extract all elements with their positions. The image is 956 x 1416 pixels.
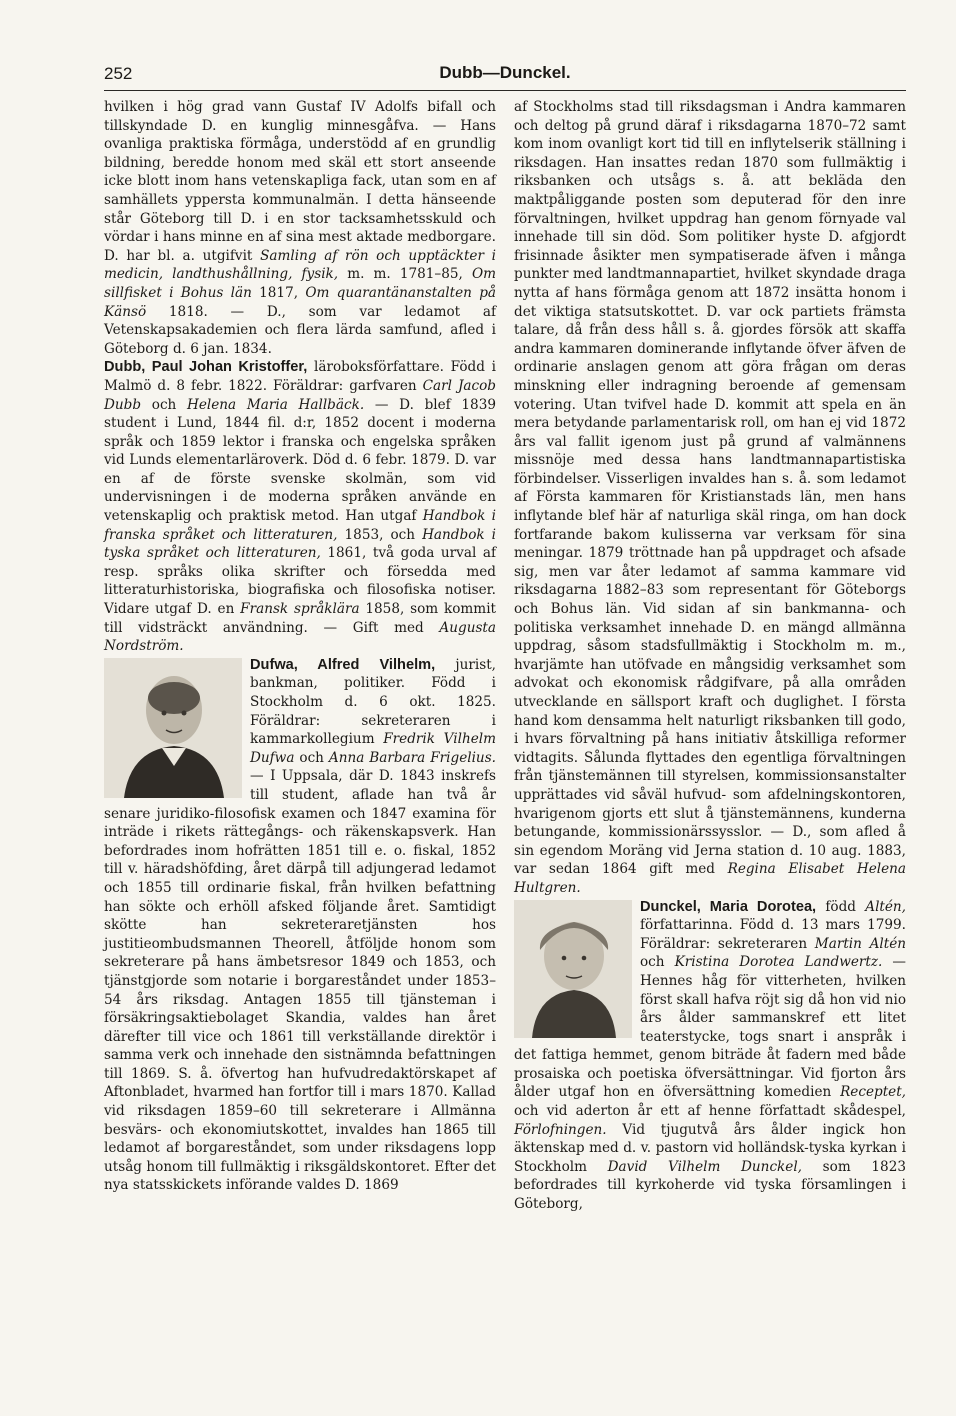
entry-heading: Dubb, Paul Johan Kristoffer, <box>104 359 308 376</box>
entry-dubb-paul: Dubb, Paul Johan Kristoffer, läroboksförfattare. Född i Malmö d. 8 febr. 1822. Föräldrar: garfvaren Carl Jacob Dubb och Helena Maria Hallbäck. — D. blef 1839 student i Lund, 1844 fil. d:r, 1852 docent i moderna språk och 1859 lektor i franska och engelska språken vid Lunds elementarläroverk. Död d. 6 febr. 1879. D. var en af de förste svenske skolmän, som vid undervisningen i de moderna språken använde en vetenskaplig och praktisk metod. Han utgaf Handbok i franska språket och litteraturen, 1853, och Handbok i tyska språket och litteraturen, 1861, två goda urval af resp. språks olika skrifter och försedda med litteraturhistoriska, biografiska och filosofiska notiser. Vidare utgaf D. en Fransk språklära 1858, som kommit till vidsträckt användning. — Gift med Augusta Nordström. <box>104 359 497 655</box>
paragraph-dubb-senior-end: hvilken i hög grad vann Gustaf IV Adolfs bifall och tillskyndade D. en kunglig minnesgåfva. — Hans ovanliga praktiska förmåga, understödd af en grundlig bildning, beredde honom med skäl ett stort anseende icke blott inom hans vetenskapliga fack, utan som en af samhällets yppersta kommunalmän. I detta hänseende står Göteborg till D. i en stor tacksamhetsskuld och vördar i hans minne en af sina mest aktade medborgare. D. har bl. a. utgifvit Samling af rön och upptäckter i medicin, landthushållning, fysik, m. m. 1781–85, Om sillfisket i Bohus län 1817, Om quarantänanstalten på Känsö 1818. — D., som var ledamot af Vetenskapsakademien och flera lärda samfund, afled i Göteborg d. 6 jan. 1834. <box>104 99 496 357</box>
running-head: Dubb—Dunckel. <box>439 63 571 82</box>
portrait-image <box>514 900 632 1038</box>
page-header <box>104 60 906 90</box>
portrait-dunckel <box>514 900 632 1038</box>
entry-heading: Dunckel, Maria Dorotea, <box>640 898 817 915</box>
portrait-dufwa <box>104 658 242 798</box>
header-rule <box>104 90 906 91</box>
entry-dunckel-maria: Dunckel, Maria Dorotea, född Altén, författarinna. Född d. 13 mars 1799. Föräldrar: sekreteraren Martin Altén och Kristina Dorotea Landwertz. — Hennes håg för vitterheten, hvilken först skall hafva röjt sig då hon vid nio års ålder sammanskref ett litet teaterstycke, togs snart i anspråk i det fattiga hemmet, genom biträde åt fadern med både prosaiska och poetiska öfversättningar. Vid fjorton års ålder utgaf hon en öfversättning komedien Receptet, och vid aderton år ett af henne författadt skådespel, Förlofningen. Vid tjugutvå års ålder ingick hon äktenskap med d. v. pastorn vid holländsk-tyska kyrkan i Stockholm David Vilhelm Dunckel, som 1823 befordrades till kyrkoherde vid tyska församlingen i Göteborg, <box>514 898 906 1213</box>
page-number: 252 <box>104 64 133 83</box>
right-column <box>514 98 906 1214</box>
entry-heading: Dufwa, Alfred Vilhelm, <box>250 656 436 673</box>
entry-dufwa-alfred: Dufwa, Alfred Vilhelm, jurist, bankman, politiker. Född i Stockholm d. 6 okt. 1825. Föräldrar: sekreteraren i kammarkollegium Fredrik Vilhelm Dufwa och Anna Barbara Frigelius. — I Uppsala, där D. 1843 inskrefs till student, aflade han två år senare juridiko-filosofisk examen och 1847 examina för inträde i rikets rättegångs- och räkenskapsverk. Han befordrades inom hofrätten 1851 till e. o. fiskal, 1852 till v. häradshöfding, året därpå till adjungerad ledamot och 1855 till ordinarie fiskal, från hvilken befattning han sökte och erhöll afsked följande året. Samtidigt skötte han sekreteraretjänsten hos justitieombudsmannen Theorell, åtföljde honom som sekreterare på hans ämbetsresor 1849 och 1853, och tjänstgjorde som notarie i borgareståndet under 1853–54 års riksdag. Antagen 1855 till tjänsteman i försäkringsaktiebolaget Skandia, valdes han året därefter till vice och 1861 till verkställande direktör i samma verk och innehade den sistnämnda befattningen till 1869. S. å. öfvertog han hufvudredaktörskapet af Aftonbladet, hvarmed han fortfor till i mars 1870. Kallad vid riksdagen 1859–60 till sekreterare i Allmänna besvärs- och ekonomiutskottet, invaldes han 1865 till ledamot af borgareståndet, som under riksdagens lopp utsåg honom till fullmäktig i riksgäldskontoret. Efter det nya statsskickets införande valdes D. 1869 <box>104 656 496 1194</box>
left-column <box>104 98 496 1195</box>
entry-dufwa-continued: af Stockholms stad till riksdagsman i Andra kammaren och deltog på grund däraf i riksdagarna 1870–72 samt kom inom ovanligt kort tid till en inflytelserik ställning i riksdagen. Han insattes redan 1870 som fullmäktig i riksbanken och utsågs s. å. att bekläda den maktpåliggande posten som deputerad för den inre förvaltningen, hvilket uppdrag han genom förnyade val innehade till sin död. Som politiker hyste D. afgjordt frisinnade åsikter men sympatiserade äfven i många punkter med landtmannapartiet, hvilket skyndade draga nytta af hans förmåga genom att 1872 insätta honom i det viktiga statsutskottet. D. var ock partiets främsta talare, då från dess håll s. å. gjordes försök att skaffa andra kammaren dominerande inflytande öfver äfven de ordinarie anslagen genom att göra frågan om deras minskning eller indragning beroende af gemensam votering. Utan tvifvel hade D. kommit att spela en än mera betydande parlamentarisk roll, om han ej vid 1872 års val fallit igenom just på grund af valmännens missnöje med dessa hans landtmannapartistiska förbindelser. Visserligen invaldes han s. å. som ledamot af Första kammaren för Kristianstads län, men hans inflytande blef här af naturliga skäl ringa, om han dock fortfarande bakom kulisserna var verksam för sina meningar. 1879 tröttnade han på uppdraget och afsade sig, men var åter ledamot af samma kammare vid riksdagarna 1882–83 som representant för Göteborgs och Bohus län. Vid sidan af sin bankmanna- och politiska verksamhet innehade D. en mängd allmänna uppdrag, såsom stadsfullmäktig i Stockholm m. m., hvarjämte han utöfvade en mångsidig verksamhet som advokat och ekonomisk rådgifvare, på alla områden utvecklande en sällsport kraft och duglighet. I första hand kom densamma helt naturligt riksbanken till godo, i hvars förvaltning på hans initiativ åtskilliga reformer vidtagits. Sålunda flyttades den egentliga förvaltningen från tjänstemännen till styrelsen, kommissionsanstalter upprättades vid såväl hufvud- som afdelningskontoren, hvarigenom gjorts ett slut å tjänstemännens, kunderna betungande, kommissionärssysslor. — D., som afled å sin egendom Moräng vid Jerna station d. 10 aug. 1883, var sedan 1864 gift med Regina Elisabet Helena Hultgren. <box>514 99 906 896</box>
portrait-image <box>104 658 242 798</box>
